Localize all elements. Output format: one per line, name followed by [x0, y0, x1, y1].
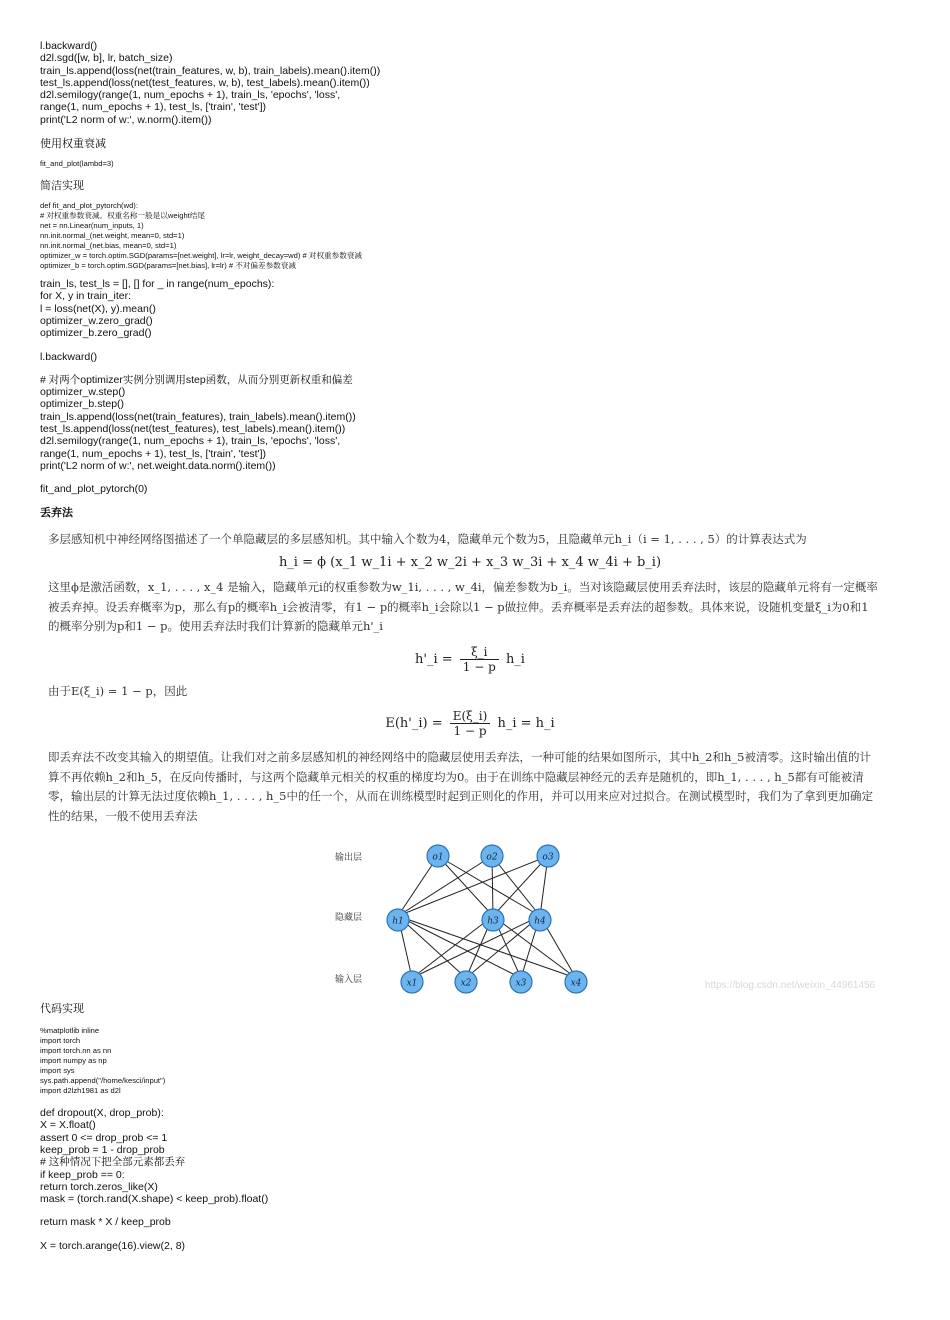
input-node	[565, 971, 587, 993]
code-line: # 这种情况下把全部元素都丢弃	[40, 1156, 186, 1169]
code-line: fit_and_plot_pytorch(0)	[40, 483, 148, 496]
code-line: optimizer_b = torch.optim.SGD(params=[net.bias], lr=lr) # 不对偏差参数衰减	[40, 261, 296, 271]
node-label: o3	[542, 852, 554, 863]
node-label: x3	[515, 978, 527, 989]
code-block-concise-loop	[40, 278, 900, 339]
equation-hidden-unit: h_i = ϕ (x_1 w_1i + x_2 w_2i + x_3 w_3i + x_4 w_4i + b_i)	[278, 555, 662, 571]
network-nodes	[387, 845, 587, 993]
code-line: l = loss(net(X), y).mean()	[40, 302, 156, 315]
label-hidden-layer: 隐藏层	[335, 913, 363, 924]
code-line: train_ls.append(loss(net(train_features, w, b), train_labels).mean().item())	[40, 64, 381, 77]
code-line: # 对两个optimizer实例分别调用step函数，从而分别更新权重和偏差	[40, 373, 353, 386]
code-line: return mask * X / keep_prob	[40, 1216, 171, 1229]
code-line: optimizer_w.zero_grad()	[40, 314, 153, 327]
code-block-step	[40, 374, 900, 472]
code-block-imports	[40, 1026, 900, 1096]
code-line: def fit_and_plot_pytorch(wd):	[40, 201, 138, 211]
code-block-arange	[40, 1240, 900, 1252]
code-line: l.backward()	[40, 350, 98, 363]
code-line: # 对权重参数衰减。权重名称一般是以weight结尾	[40, 211, 205, 221]
code-line: train_ls.append(loss(net(train_features), train_labels).mean().item())	[40, 410, 356, 423]
paragraph-dropout-effect: 即丢弃法不改变其输入的期望值。让我们对之前多层感知机的神经网络中的隐藏层使用丢弃法，一种可能的结果如图所示，其中h_2和h_5被清零。这时输出值的计算不再依赖h_2和h_5，在反向传播时，与这两个隐藏单元相关的权重的梯度均为0。由于在训练中隐藏层神经元的丢弃是随机的，即h_1, . . . , h_5都有可能被清零，输出层的计算无法过度依赖h_1, . . . , h_5中的任一个，从而在训练模型时起到正则化的作用，并可以用来应对过拟合。在测试模型时，我们为了拿到更加确定性的结果，一般不使用丢弃法	[48, 750, 873, 823]
hidden-node	[482, 909, 504, 931]
node-label: h1	[392, 916, 404, 927]
code-block-concise	[40, 201, 900, 271]
code-line: fit_and_plot(lambd=3)	[40, 159, 114, 169]
equation-denominator: 1 − p	[462, 659, 496, 674]
equation-rhs: h_i	[505, 651, 525, 667]
paragraph-expectation: 由于E(ξ_i) = 1 − p，因此	[48, 683, 188, 698]
edge	[493, 856, 548, 916]
code-line: return torch.zeros_like(X)	[40, 1180, 158, 1193]
node-label: h3	[487, 916, 499, 927]
code-block-backward	[40, 351, 900, 363]
code-line: X = torch.arange(16).view(2, 8)	[40, 1239, 186, 1252]
code-line: import d2lzh1981 as d2l	[40, 1086, 121, 1096]
code-line: import sys	[40, 1066, 75, 1076]
edge	[412, 916, 540, 978]
equation-rhs: h_i = h_i	[497, 716, 555, 732]
output-node	[481, 845, 503, 867]
equation-denominator: 1 − p	[453, 724, 487, 739]
paragraph-dropout-intro: 多层感知机中神经网络图描述了一个单隐藏层的多层感知机。其中输入个数为4，隐藏单元个数为5，且隐藏单元h_i（i = 1, . . . , 5）的计算表达式为	[48, 531, 807, 546]
code-line: import numpy as np	[40, 1056, 107, 1066]
code-block-training	[40, 40, 900, 126]
code-line: print('L2 norm of w:', w.norm().item())	[40, 113, 212, 126]
code-line: mask = (torch.rand(X.shape) < keep_prob).float()	[40, 1193, 269, 1206]
equation-numerator: E(ξ_i)	[450, 709, 491, 724]
code-line: optimizer_w = torch.optim.SGD(params=[net.weight], lr=lr, weight_decay=wd) # 对权重参数衰减	[40, 251, 363, 261]
code-block-fit-call	[40, 159, 900, 169]
code-line: print('L2 norm of w:', net.weight.data.norm().item())	[40, 459, 276, 472]
dropout-network-figure	[40, 836, 900, 996]
document-page	[40, 40, 900, 1252]
code-line: range(1, num_epochs + 1), test_ls, ['train', 'test'])	[40, 447, 267, 460]
label-output-layer: 输出层	[335, 853, 363, 864]
section-heading-weight-decay: 使用权重衰减	[40, 138, 106, 151]
node-label: o1	[432, 852, 444, 863]
input-node	[455, 971, 477, 993]
code-line: optimizer_w.step()	[40, 386, 126, 399]
code-line: for X, y in train_iter:	[40, 290, 132, 303]
code-line: optimizer_b.step()	[40, 398, 125, 411]
code-block-pytorch-call	[40, 483, 900, 495]
code-line: net = nn.Linear(num_inputs, 1)	[40, 221, 144, 231]
code-line: l.backward()	[40, 40, 98, 52]
code-line: %matplotlib inline	[40, 1026, 100, 1036]
node-label: h4	[534, 916, 546, 927]
equation-fraction	[460, 645, 499, 674]
hidden-node	[529, 909, 551, 931]
section-heading-code: 代码实现	[40, 1003, 84, 1016]
equation-fraction	[450, 709, 491, 738]
code-line: import torch.nn as nn	[40, 1046, 112, 1056]
section-heading-concise: 简洁实现	[40, 180, 84, 193]
code-line: test_ls.append(loss(net(test_features), test_labels).mean().item())	[40, 423, 346, 436]
code-line: X = X.float()	[40, 1119, 96, 1132]
label-input-layer: 输入层	[335, 975, 363, 986]
equation-expectation	[40, 709, 900, 738]
input-node	[510, 971, 532, 993]
node-label: o2	[486, 852, 498, 863]
code-block-return	[40, 1216, 900, 1228]
code-line: sys.path.append("/home/kesci/input")	[40, 1076, 166, 1086]
equation-dropout-scaling	[40, 645, 900, 674]
equation-lhs: h'_i =	[415, 651, 453, 667]
code-line: if keep_prob == 0:	[40, 1168, 125, 1181]
input-node	[401, 971, 423, 993]
layer-labels	[335, 851, 362, 985]
code-line: nn.init.normal_(net.weight, mean=0, std=1)	[40, 231, 185, 241]
paragraph-dropout-definition: 这里ϕ是激活函数，x_1, . . . , x_4 是输入，隐藏单元i的权重参数为w_1i, . . . , w_4i，偏差参数为b_i。当对该隐藏层使用丢弃法时，该层的隐藏单元将有一定概率被丢弃掉。设丢弃概率为p，那么有p的概率h_i会被清零，有1 − p的概率h_i会除以1 − p做拉伸。丢弃概率是丢弃法的超参数。具体来说，设随机变量ξ_i为0和1的概率分别为p和1 − p。使用丢弃法时我们计算新的隐藏单元h'_i	[48, 580, 878, 634]
code-line: def dropout(X, drop_prob):	[40, 1107, 164, 1120]
code-line: import torch	[40, 1036, 81, 1046]
equation-lhs: E(h'_i) =	[385, 716, 443, 732]
watermark: https://blog.csdn.net/weixin_44961456	[705, 980, 876, 992]
code-line: d2l.semilogy(range(1, num_epochs + 1), train_ls, 'epochs', 'loss',	[40, 435, 341, 448]
code-line: keep_prob = 1 - drop_prob	[40, 1143, 165, 1156]
node-label: x2	[460, 978, 472, 989]
code-line: test_ls.append(loss(net(test_features, w, b), test_labels).mean().item())	[40, 76, 370, 89]
code-line: assert 0 <= drop_prob <= 1	[40, 1131, 168, 1144]
code-block-dropout	[40, 1107, 900, 1205]
code-line: train_ls, test_ls = [], [] for _ in range(num_epochs):	[40, 278, 275, 291]
hidden-node	[387, 909, 409, 931]
node-label: x1	[406, 978, 418, 989]
node-label: x4	[570, 978, 582, 989]
code-line: range(1, num_epochs + 1), test_ls, ['train', 'test'])	[40, 101, 267, 114]
output-node	[537, 845, 559, 867]
section-heading-dropout: 丢弃法	[40, 506, 73, 519]
network-diagram	[40, 836, 900, 996]
output-node	[427, 845, 449, 867]
equation-numerator: ξ_i	[460, 645, 499, 660]
code-line: nn.init.normal_(net.bias, mean=0, std=1)	[40, 241, 177, 251]
code-line: d2l.semilogy(range(1, num_epochs + 1), train_ls, 'epochs', 'loss',	[40, 89, 341, 102]
code-line: d2l.sgd([w, b], lr, batch_size)	[40, 52, 173, 65]
code-line: optimizer_b.zero_grad()	[40, 327, 152, 340]
